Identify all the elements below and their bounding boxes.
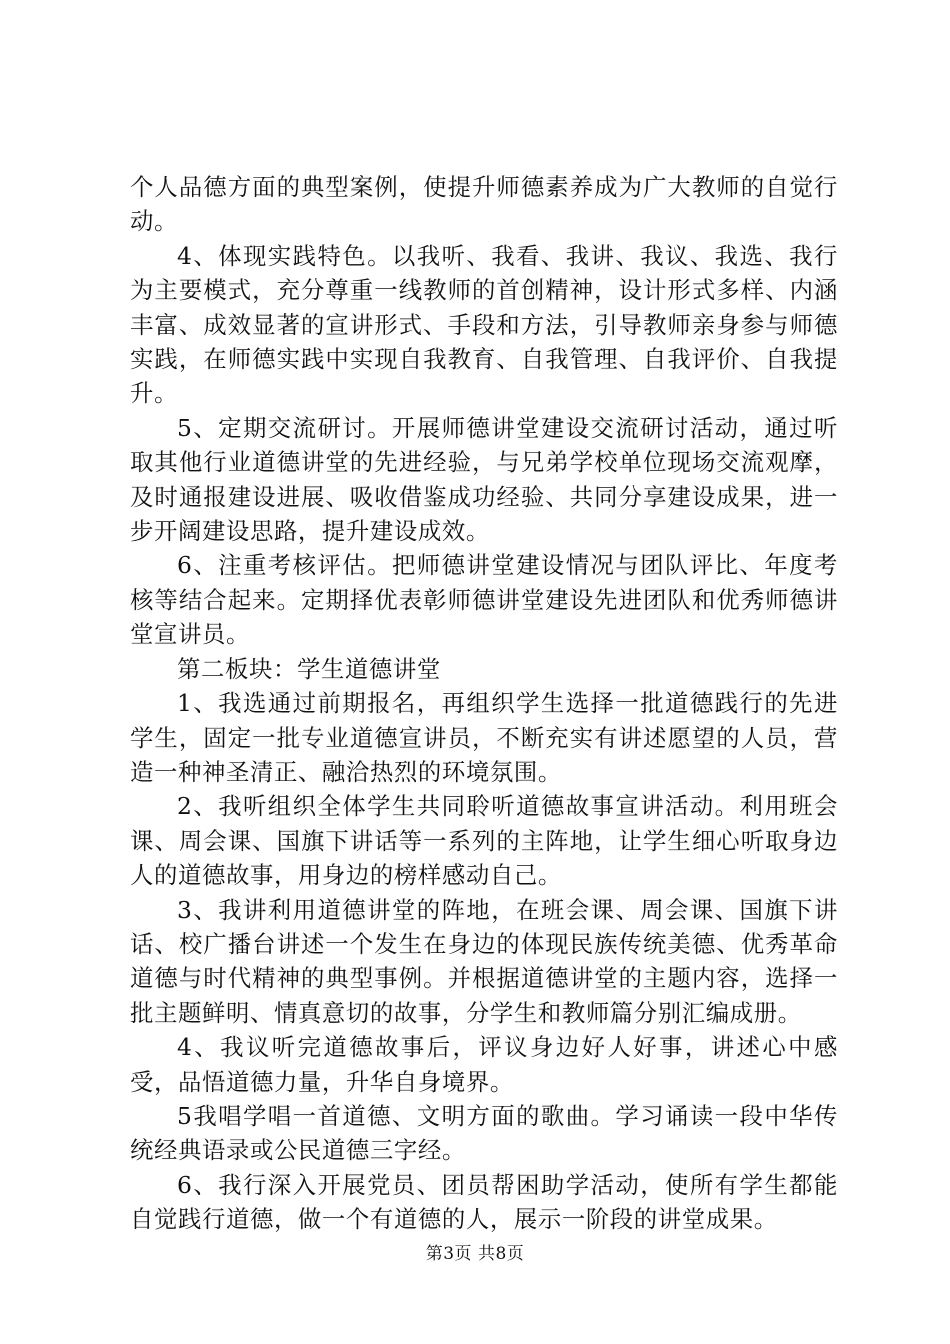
paragraph-i-select: 1、我选通过前期报名，再组织学生选择一批道德践行的先进学生，固定一批专业道德宣讲员，不断充实有讲述愿望的人员，营造一种神圣清正、融洽热烈的环境氛围。 bbox=[130, 689, 838, 786]
paragraph-i-sing: 5我唱学唱一首道德、文明方面的歌曲。学习诵读一段中华传统经典语录或公民道德三字经。 bbox=[130, 1101, 838, 1165]
paragraph-exchange-seminar: 5、定期交流研讨。开展师德讲堂建设交流研讨活动，通过听取其他行业道德讲堂的先进经验，与兄弟学校单位现场交流观摩，及时通报建设进展、吸收借鉴成功经验、共同分享建设成果，进一步开阔建设思路，提升建设成效。 bbox=[130, 413, 838, 546]
document-body bbox=[130, 170, 838, 1237]
paragraph-i-speak: 3、我讲利用道德讲堂的阵地，在班会课、周会课、国旗下讲话、校广播台讲述一个发生在身边的体现民族传统美德、优秀革命道德与时代精神的典型事例。并根据道德讲堂的主题内容，选择一批主题鲜明、情真意切的故事，分学生和教师篇分别汇编成册。 bbox=[130, 895, 838, 1027]
section-heading: 第二板块：学生道德讲堂 bbox=[177, 654, 441, 683]
paragraph-continuation: 个人品德方面的典型案例，使提升师德素养成为广大教师的自觉行动。 bbox=[130, 173, 838, 236]
paragraph-i-discuss: 4、我议听完道德故事后，评议身边好人好事，讲述心中感受，品悟道德力量，升华自身境界。 bbox=[130, 1033, 838, 1096]
paragraph-i-act: 6、我行深入开展党员、团员帮困助学活动，使所有学生都能自觉践行道德，做一个有道德的人，展示一阶段的讲堂成果。 bbox=[130, 1170, 838, 1234]
page-footer: 第3页 共8页 bbox=[425, 1244, 525, 1264]
paragraph-practice-features: 4、体现实践特色。以我听、我看、我讲、我议、我选、我行为主要模式，充分尊重一线教师的首创精神，设计形式多样、内涵丰富、成效显著的宣讲形式、手段和方法，引导教师亲身参与师德实践，在师德实践中实现自我教育、自我管理、自我评价、自我提升。 bbox=[130, 241, 838, 408]
paragraph-i-listen: 2、我听组织全体学生共同聆听道德故事宣讲活动。利用班会课、周会课、国旗下讲话等一系列的主阵地，让学生细心听取身边人的道德故事，用身边的榜样感动自己。 bbox=[130, 792, 838, 890]
paragraph-assessment: 6、注重考核评估。把师德讲堂建设情况与团队评比、年度考核等结合起来。定期择优表彰师德讲堂建设先进团队和优秀师德讲堂宣讲员。 bbox=[130, 551, 838, 649]
